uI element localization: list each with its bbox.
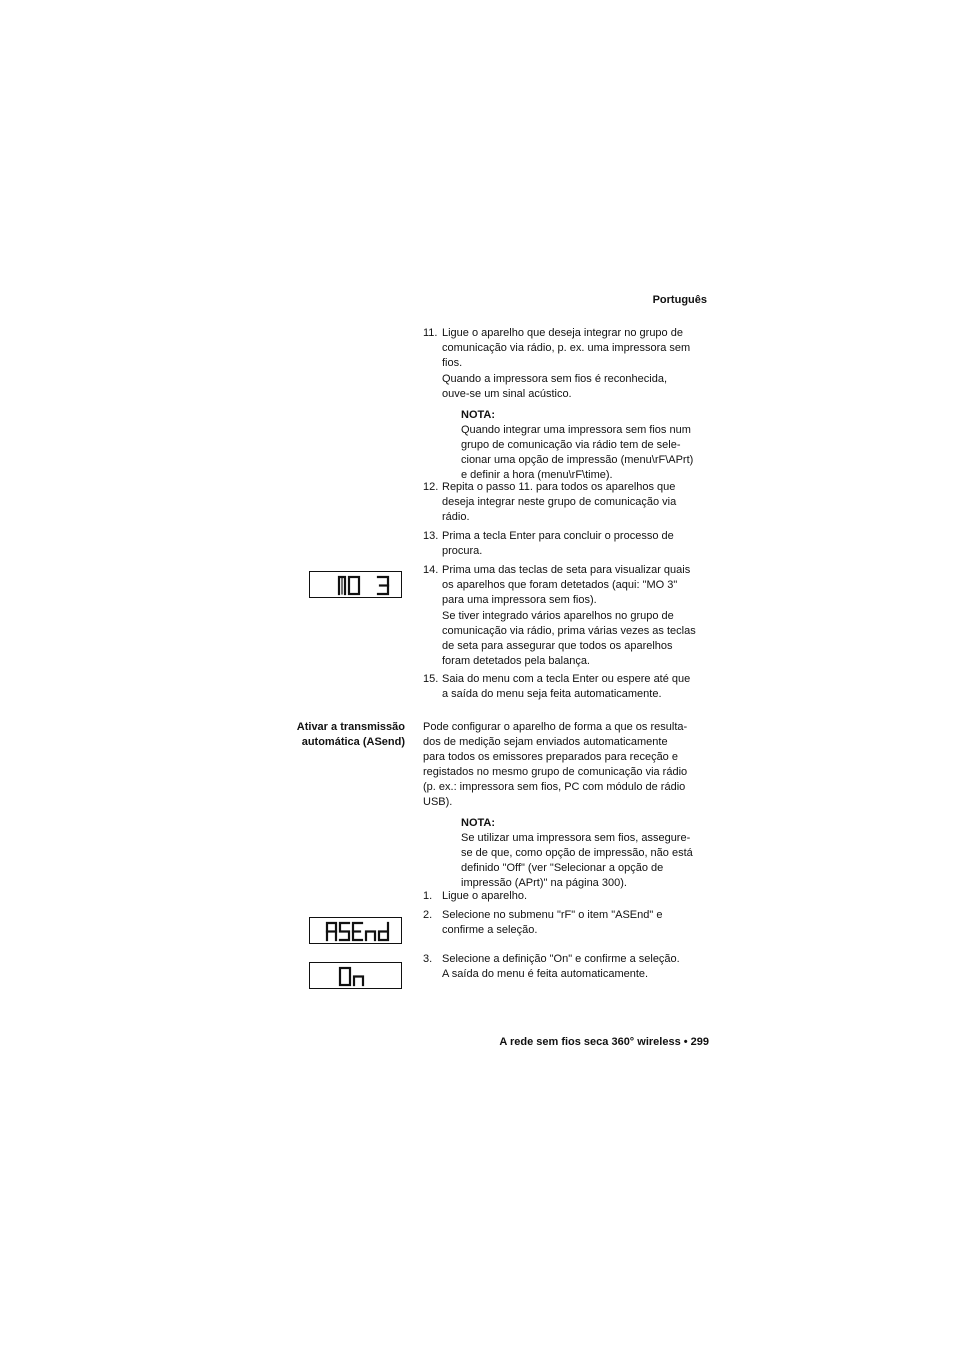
substep-2 [423,908,723,938]
note-line: e definir a hora (menu\rF\time). [461,469,613,481]
language-label: Português [652,294,707,306]
note-line: cionar uma opção de impressão (menu\rF\APrt) [461,454,694,466]
note-title: NOTA: [461,817,496,829]
step-number: 12. [423,481,439,493]
step-line: comunicação via rádio, prima várias vezes as teclas [442,625,696,637]
step-number: 14. [423,564,439,576]
intro-line: dos de medição sejam enviados automaticamente [423,736,668,748]
step-number: 11. [423,327,438,339]
note-title: NOTA: [461,409,496,421]
step-line: rádio. [442,511,470,523]
step-number: 13. [423,530,439,542]
step-line: deseja integrar neste grupo de comunicação via [442,496,677,508]
display-mo3 [309,571,402,598]
step-line: foram detetados pela balança. [442,655,590,667]
intro-line: para todos os emissores preparados para receção e [423,751,678,763]
step-15 [423,672,723,702]
step-number: 2. [423,909,433,921]
step-line: comunicação via rádio, p. ex. uma impressora sem [442,342,691,354]
note-box [461,816,721,891]
step-12 [423,480,723,525]
step-number: 1. [423,890,433,902]
substep-1 [423,889,723,904]
note-line: se de que, como opção de impressão, não está [461,847,693,859]
step-line: procura. [442,545,483,557]
step-line: Ligue o aparelho que deseja integrar no grupo de [442,327,683,339]
step-line: para uma impressora sem fios). [442,594,597,606]
step-14 [423,563,723,669]
step-line: Selecione a definição "On" e confirme a seleção. [442,953,680,965]
step-number: 3. [423,953,433,965]
intro-line: Pode configurar o aparelho de forma a que os resulta- [423,721,688,733]
heading-line: automática (ASend) [301,736,405,748]
note-line: definido "Off" (ver "Selecionar a opção de [461,862,664,874]
step-line: Quando a impressora sem fios é reconhecida, [442,373,668,385]
note-line: impressão (APrt)" na página 300). [461,877,627,889]
step-11 [423,326,723,402]
step-line: Repita o passo 11. para todos os aparelhos que [442,481,676,493]
step-line: os aparelhos que foram detetados (aqui: "MO 3" [442,579,678,591]
step-line: Ligue o aparelho. [442,890,528,902]
step-line: Selecione no submenu "rF" o item "ASEnd" e [442,909,663,921]
heading-line: Ativar a transmissão [296,721,405,733]
step-line: fios. [442,357,463,369]
display-on [309,962,402,989]
step-line: confirme a seleção. [442,924,538,936]
note-line: Se utilizar uma impressora sem fios, assegure- [461,832,691,844]
intro-line: (p. ex.: impressora sem fios, PC com módulo de rádio [423,781,686,793]
step-line: ouve-se um sinal acústico. [442,388,572,400]
step-line: Prima uma das teclas de seta para visualizar quais [442,564,691,576]
step-line: Saia do menu com a tecla Enter ou espere até que [442,673,691,685]
lcd-segments-icon [310,918,403,945]
section-heading [250,720,405,750]
step-number: 15. [423,673,439,685]
display-asend [309,917,402,944]
lcd-segments-icon [310,572,403,599]
substep-3 [423,952,723,982]
step-line: a saída do menu seja feita automaticamente. [442,688,662,700]
step-line: Prima a tecla Enter para concluir o processo de [442,530,674,542]
lcd-segments-icon [310,963,403,990]
note-line: Quando integrar uma impressora sem fios num [461,424,691,436]
intro-line: registados no mesmo grupo de comunicação via rádio [423,766,688,778]
intro-line: USB). [423,796,453,808]
section-intro [423,720,718,810]
note-box [461,408,721,483]
step-line: de seta para assegurar que todos os aparelhos [442,640,673,652]
step-line: Se tiver integrado vários aparelhos no grupo de [442,610,674,622]
note-line: grupo de comunicação via rádio tem de sele- [461,439,681,451]
step-13 [423,529,723,559]
step-line: A saída do menu é feita automaticamente. [442,968,649,980]
page-footer: A rede sem fios seca 360° wireless • 299 [499,1036,709,1048]
